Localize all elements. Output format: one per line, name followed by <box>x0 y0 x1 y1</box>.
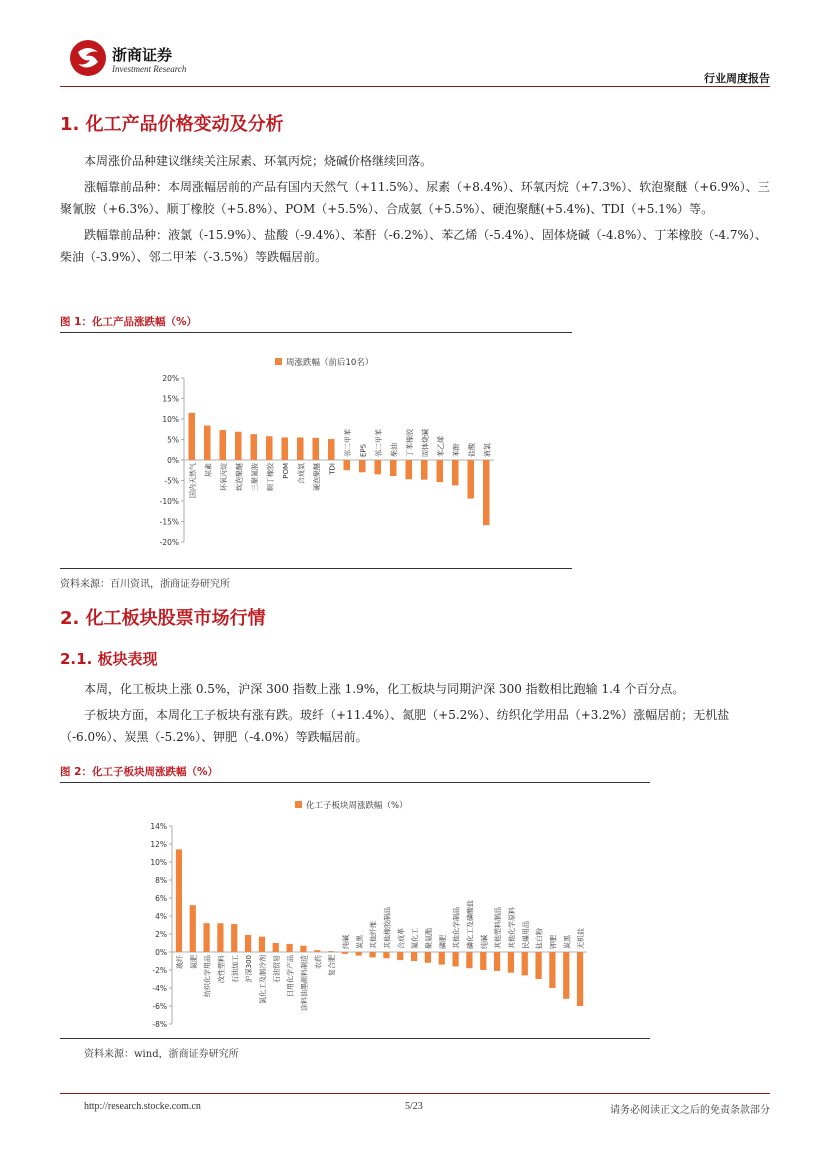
figure-2-source: 资料来源：wind，浙商证券研究所 <box>84 1049 239 1060</box>
section-2-para-2: 子板块方面，本周化工子板块有涨有跌。玻纤（+11.4%）、氮肥（+5.2%）、纺织化学用品（+3.2%）涨幅居前；无机盐（-6.0%）、炭黑（-5.2%）、钾肥（-4.0%）等跌幅居前。 <box>60 708 730 744</box>
figure-1-label: 图 1：化工产品涨跌幅（%） <box>60 316 197 328</box>
figure-1-source: 资料来源：百川资讯，浙商证券研究所 <box>60 579 230 590</box>
y-tick-label: -5% <box>164 476 179 486</box>
bar <box>312 438 319 460</box>
bar <box>508 952 514 973</box>
bar <box>328 951 334 952</box>
section-2-1-title: 2.1. 板块表现 <box>60 650 158 668</box>
bar <box>297 437 304 460</box>
figure-2-chart <box>140 796 600 1031</box>
bar <box>259 937 265 952</box>
x-category-label: 纯碱 <box>341 935 350 949</box>
y-tick-label: -10% <box>159 497 179 506</box>
x-category-label: 苯酐 <box>452 443 461 457</box>
x-category-label: 邻二甲苯 <box>374 429 383 457</box>
x-category-label: 沪深300 <box>245 955 254 983</box>
section-2-title: 2. 化工板块股票市场行情 <box>60 608 266 629</box>
x-category-label: 氮肥 <box>189 955 198 969</box>
y-tick-label: 5% <box>167 435 179 445</box>
bar <box>480 952 486 970</box>
x-category-label: EPS <box>359 443 368 457</box>
section-1-title: 1. 化工产品价格变动及分析 <box>60 114 284 135</box>
bar <box>374 460 381 474</box>
bar <box>342 952 348 954</box>
x-category-label: POM <box>281 463 290 479</box>
x-category-label: 盐酸 <box>467 443 476 457</box>
x-category-label: 国内天然气 <box>188 463 197 498</box>
bar <box>390 460 397 476</box>
bar <box>250 434 257 460</box>
figure-1-chart <box>150 350 510 550</box>
y-tick-label: -4% <box>152 984 167 993</box>
x-category-label: 复合肥 <box>328 955 337 976</box>
bar <box>235 432 242 460</box>
y-tick-label: 2% <box>155 930 167 939</box>
x-category-label: 氯化工及制冷剂 <box>258 955 267 1004</box>
x-category-label: 其他化学制品 <box>452 907 461 949</box>
figure-2-top-rule <box>60 782 650 783</box>
footer-rule <box>60 1093 770 1094</box>
bar <box>190 905 196 952</box>
bar <box>231 924 237 952</box>
x-category-label: 无机盐 <box>577 928 586 949</box>
x-category-label: 液氯 <box>483 443 492 457</box>
y-tick-label: 10% <box>162 415 179 424</box>
bar <box>494 952 500 971</box>
y-tick-label: 15% <box>162 394 179 404</box>
bar <box>421 460 428 480</box>
legend-label: 周涨跌幅（前后10名） <box>286 358 374 368</box>
bar <box>467 460 474 499</box>
x-category-label: 合成氨 <box>297 463 306 484</box>
figure-1-bottom-rule <box>60 568 572 569</box>
x-category-label: TDI <box>328 463 337 475</box>
y-tick-label: -2% <box>152 966 167 975</box>
bar <box>188 413 195 460</box>
x-category-label: 纯碱 <box>480 935 489 949</box>
x-category-label: 其他橡胶制品 <box>383 907 392 949</box>
x-category-label: 柴油 <box>390 443 399 457</box>
legend-swatch <box>275 358 282 365</box>
x-category-label: 聚氨酯 <box>424 928 433 949</box>
x-category-label: 丁苯橡胶 <box>405 429 414 457</box>
x-category-label: 顺丁橡胶 <box>266 463 275 491</box>
legend-label: 化工子板块周涨跌幅（%） <box>306 801 408 811</box>
bar <box>266 436 273 460</box>
x-category-label: 石油加工 <box>231 955 240 983</box>
x-category-label: 民爆用品 <box>521 921 530 949</box>
y-tick-label: -6% <box>152 1002 167 1011</box>
x-category-label: 农药 <box>314 955 323 969</box>
bar <box>405 460 412 479</box>
x-category-label: 炭黑 <box>355 935 364 949</box>
bar <box>281 437 288 460</box>
y-tick-label: 4% <box>155 912 167 921</box>
x-category-label: 三聚氰胺 <box>250 463 259 491</box>
y-tick-label: 10% <box>150 858 167 867</box>
y-tick-label: 0% <box>167 456 179 465</box>
y-tick-label: 6% <box>155 894 167 903</box>
x-category-label: 环氧丙烷 <box>219 463 228 491</box>
x-category-label: 日用化学产品 <box>286 955 295 997</box>
x-category-label: 氟化工 <box>411 928 420 949</box>
x-category-label: 磷化工及磷酸盐 <box>466 900 475 949</box>
footer-disclaimer: 请务必阅读正文之后的免责条款部分 <box>610 1105 770 1116</box>
section-1-para-1: 本周涨价品种建议继续关注尿素、环氧丙烷；烧碱价格继续回落。 <box>84 154 433 168</box>
bar <box>522 952 528 975</box>
x-category-label: 邻二甲苯 <box>343 429 352 457</box>
x-category-label: 钛白粉 <box>535 928 544 949</box>
x-category-label: 苯乙烯 <box>436 436 445 457</box>
bar <box>314 950 320 952</box>
y-tick-label: -20% <box>159 538 179 547</box>
x-category-label: 硬泡聚醚 <box>312 463 321 491</box>
x-category-label: 软泡聚醚 <box>235 463 244 491</box>
bar <box>563 952 569 999</box>
x-category-label: 尿素 <box>204 463 213 477</box>
figure-2-label: 图 2：化工子板块周涨跌幅（%） <box>60 766 218 778</box>
bar <box>359 460 366 472</box>
section-1-para-2: 涨幅靠前品种：本周涨幅居前的产品有国内天然气（+11.5%）、尿素（+8.4%）、环氧丙烷（+7.3%）、软泡聚醚（+6.9%）、三聚氰胺（+6.3%）、顺丁橡胶（+5.8%）、POM（+5.5%）、合成氨（+5.5%）、硬泡聚醚(+5.4%)、TDI（+5.1%）等。 <box>60 180 770 216</box>
bar <box>217 923 223 952</box>
figure-2-bottom-rule <box>60 1038 650 1039</box>
bar <box>204 426 211 460</box>
bar <box>425 952 431 963</box>
x-category-label: 固体烧碱 <box>421 429 430 457</box>
bar <box>452 952 458 966</box>
bar <box>383 952 389 958</box>
y-tick-label: -15% <box>159 517 179 527</box>
logo-icon <box>68 38 108 78</box>
bar <box>343 460 350 470</box>
bar <box>273 943 279 952</box>
x-category-label: 石油贸易 <box>272 955 281 983</box>
figure-1-top-rule <box>60 332 572 333</box>
bar <box>549 952 555 988</box>
bar <box>203 923 209 952</box>
bar <box>328 439 335 460</box>
y-tick-label: -8% <box>152 1020 167 1029</box>
bar <box>535 952 541 979</box>
x-category-label: 改性塑料 <box>217 955 226 983</box>
bar <box>245 935 251 952</box>
x-category-label: 其他纤维 <box>369 921 378 949</box>
y-tick-label: 8% <box>155 876 167 885</box>
bar <box>483 460 490 525</box>
y-tick-label: 0% <box>155 948 167 957</box>
bar <box>286 944 292 952</box>
x-category-label: 其他塑料制品 <box>494 907 503 949</box>
section-1-body <box>60 150 770 268</box>
page-number: 5/23 <box>405 1101 423 1112</box>
logo-name: 浙商证券 <box>112 46 173 64</box>
header <box>60 36 770 88</box>
x-category-label: 玻纤 <box>175 955 184 969</box>
footer-url[interactable]: http://research.stocke.com.cn <box>84 1101 201 1112</box>
y-tick-label: 14% <box>150 822 167 831</box>
y-tick-label: 20% <box>162 374 179 383</box>
x-category-label: 钾肥 <box>549 935 558 949</box>
section-2-body <box>60 678 770 748</box>
logo-subtitle: Investment Research <box>112 64 187 74</box>
bar <box>411 952 417 961</box>
bar <box>176 849 182 952</box>
bar <box>452 460 459 485</box>
bar <box>369 952 375 957</box>
section-1-para-3: 跌幅靠前品种：液氯（-15.9%）、盐酸（-9.4%）、苯酐（-6.2%）、苯乙烯（-5.4%）、固体烧碱（-4.8%）、丁苯橡胶（-4.7%）、柴油（-3.9%）、邻二甲苯（-3.5%）等跌幅居前。 <box>60 228 767 264</box>
bar <box>439 952 445 965</box>
x-category-label: 纺织化学用品 <box>203 955 212 997</box>
header-rule <box>60 86 770 87</box>
bar <box>577 952 583 1006</box>
legend-swatch <box>295 801 302 808</box>
section-2-para-1: 本周，化工板块上涨 0.5%，沪深 300 指数上涨 1.9%，化工板块与同期沪深 300 指数相比跑输 1.4 个百分点。 <box>84 682 685 696</box>
bar <box>300 946 306 952</box>
bar <box>466 952 472 968</box>
x-category-label: 磷肥 <box>438 935 447 949</box>
x-category-label: 炭黑 <box>563 935 572 949</box>
report-type: 行业周度报告 <box>704 72 770 85</box>
x-category-label: 其他化学原料 <box>507 907 516 949</box>
bar <box>219 430 226 460</box>
y-tick-label: 12% <box>150 840 167 849</box>
x-category-label: 涂料油墨颜料制造 <box>300 955 309 1011</box>
bar <box>356 952 362 956</box>
x-category-label: 合成革 <box>397 928 406 949</box>
bar <box>397 952 403 960</box>
bar <box>436 460 443 482</box>
